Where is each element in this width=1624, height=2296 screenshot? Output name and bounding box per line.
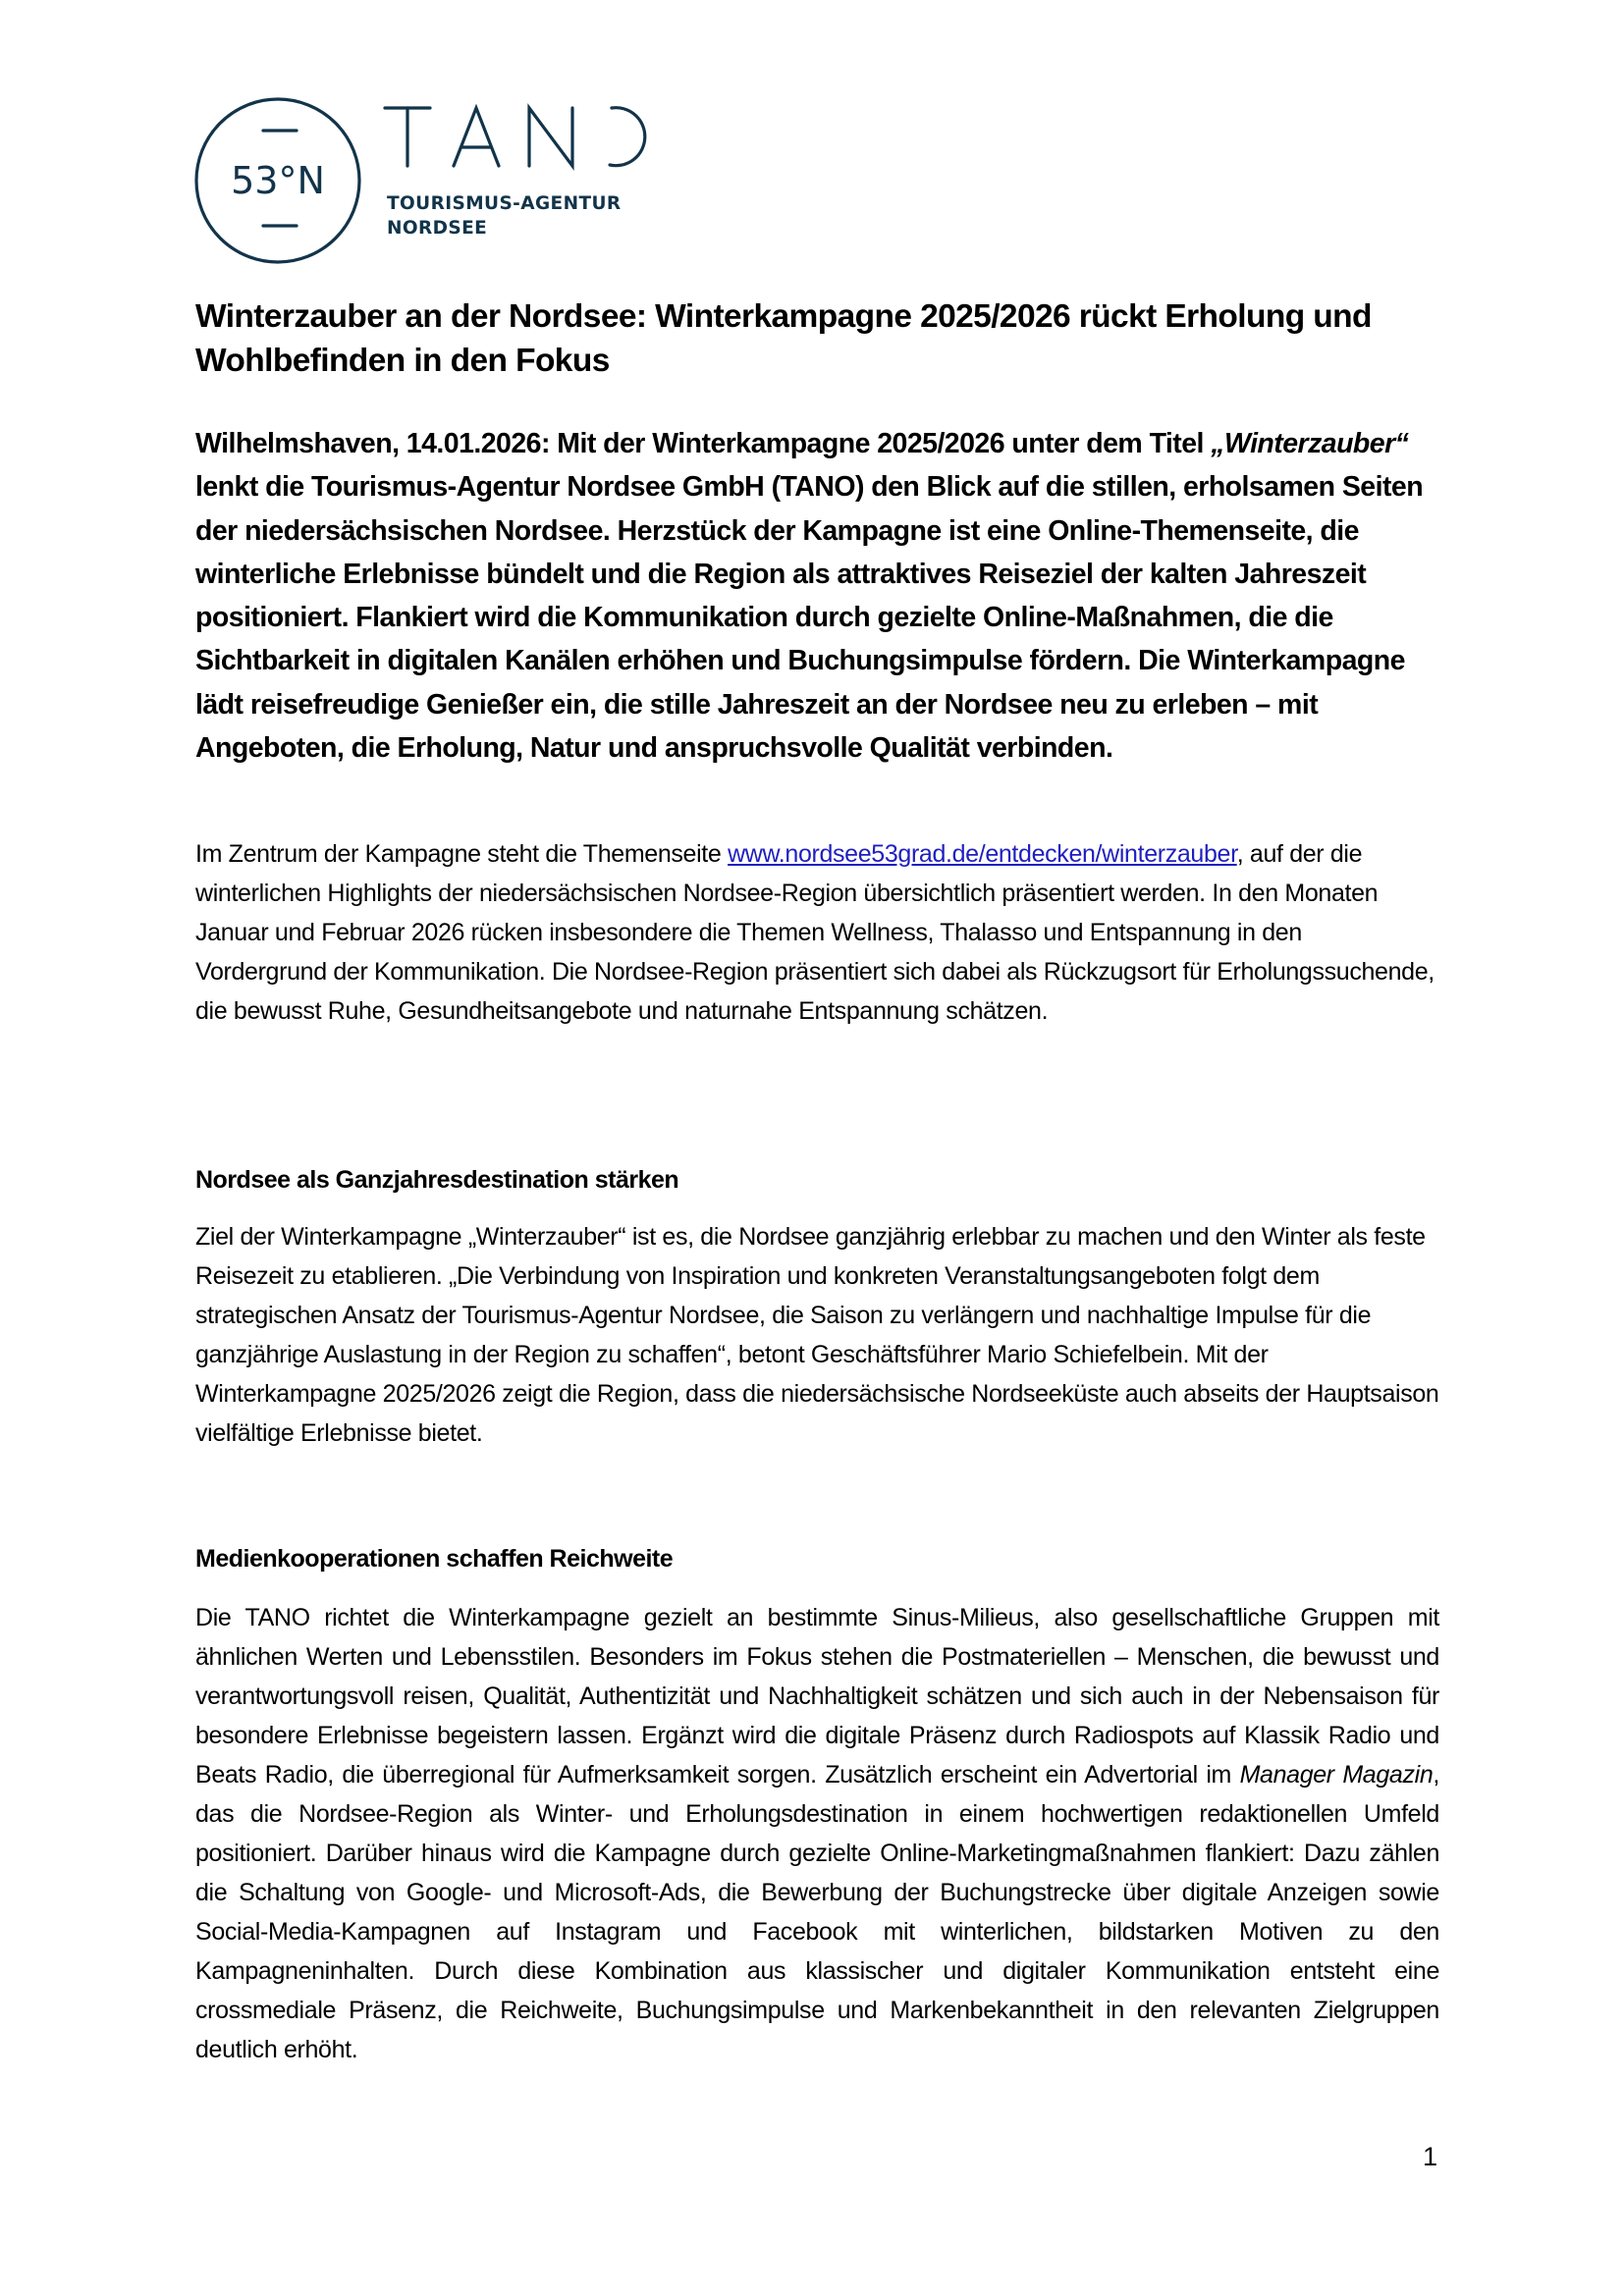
- page-number: 1: [1422, 2142, 1437, 2171]
- logo-subtitle-line2: NORDSEE: [387, 218, 488, 239]
- lead-part2: lenkt die Tourismus-Agentur Nordsee GmbH (TANO) den Blick auf die stillen, erholsamen Seiten der niedersächsischen Nordsee. Herzstück der Kampagne ist eine Online-Themenseite, die winterliche Erlebnisse bündelt und die Region als attraktives Reiseziel der kalten Jahreszeit positioniert. Flankiert wird die Kommunikation durch gezielte Online-Maßnahmen, die die Sichtbarkeit in digitalen Kanälen erhöhen und Buchungsimpulse fördern. Die Winterkampagne lädt reisefreudige Genießer ein, die stille Jahreszeit an der Nordsee neu zu erleben – mit Angeboten, die Erholung, Natur und anspruchsvolle Qualität verbinden.: [195, 471, 1424, 765]
- tano-logo-icon: [192, 96, 683, 273]
- intro-paragraph: [195, 834, 1439, 1031]
- section-heading-medienkooperationen: Medienkooperationen schaffen Reichweite: [195, 1545, 674, 1573]
- tano-logo: [192, 96, 683, 273]
- logo-subtitle-line1: TOURISMUS-AGENTUR: [387, 193, 622, 214]
- lead-part1: Wilhelmshaven, 14.01.2026: Mit der Winterkampagne 2025/2026 unter dem Titel: [195, 428, 1212, 459]
- intro-text-after-link: , auf der die winterlichen Highlights der niedersächsischen Nordsee-Region übersichtlich präsentiert werden. In den Monaten Januar und Februar 2026 rücken insbesondere die Themen Wellness, Thalasso und Entspannung in den Vordergrund der Kommunikation. Die Nordsee-Region präsentiert sich dabei als Rückzugsort für Erholungssuchende, die bewusst Ruhe, Gesundheitsangebote und naturnahe Entspannung schätzen.: [195, 840, 1435, 1025]
- manager-magazin-emphasis: Manager Magazin: [1239, 1761, 1434, 1789]
- section-paragraph-ganzjahresdestination: Ziel der Winterkampagne „Winterzauber“ ist es, die Nordsee ganzjährig erlebbar zu machen und den Winter als feste Reisezeit zu etablieren. „Die Verbindung von Inspiration und konkreten Veranstaltungsangeboten folgt dem strategischen Ansatz der Tourismus-Agentur Nordsee, die Saison zu verlängern und nachhaltige Impulse für die ganzjährige Auslastung in der Region zu schaffen“, betont Geschäftsführer Mario Schiefelbein. Mit der Winterkampagne 2025/2026 zeigt die Region, dass die niedersächsische Nordseeküste auch abseits der Hauptsaison vielfältige Erlebnisse bietet.: [195, 1223, 1439, 1447]
- lead-emphasis: „Winterzauber“: [1211, 428, 1409, 459]
- medien-text-after-em: , das die Nordsee-Region als Winter- und Erholungsdestination in einem hochwertigen redaktionellen Umfeld positioniert. Darüber hinaus wird die Kampagne durch gezielte Online-Marketingmaßnahmen flankiert: Dazu zählen die Schaltung von Google- und Microsoft-Ads, die Bewerbung der Buchungstrecke über digitale Anzeigen sowie Social-Media-Kampagnen auf Instagram und Facebook mit winterlichen, bildstarken Motiven zu den Kampagneninhalten. Durch diese Kombination aus klassischer und digitaler Kommunikation entsteht eine crossmediale Präsenz, die Reichweite, Buchungsimpulse und Markenbekanntheit in den relevanten Zielgruppen deutlich erhöht.: [195, 1761, 1439, 2063]
- section-paragraph-medienkooperationen: [195, 1598, 1439, 2069]
- winterzauber-link[interactable]: www.nordsee53grad.de/entdecken/winterzauber: [728, 840, 1237, 868]
- section-heading-ganzjahresdestination: Nordsee als Ganzjahresdestination stärken: [195, 1166, 679, 1194]
- badge-text: 53°N: [231, 159, 325, 202]
- lead-paragraph: [195, 422, 1439, 770]
- intro-text-before-link: Im Zentrum der Kampagne steht die Themenseite: [195, 840, 729, 868]
- press-release-title: Winterzauber an der Nordsee: Winterkampagne 2025/2026 rückt Erholung und Wohlbefinden in den Fokus: [195, 298, 1372, 379]
- medien-text-before-em: Die TANO richtet die Winterkampagne gezielt an bestimmte Sinus-Milieus, also gesellschaftliche Gruppen mit ähnlichen Werten und Lebensstilen. Besonders im Fokus stehen die Postmateriellen – Menschen, die bewusst und verantwortungsvoll reisen, Qualität, Authentizität und Nachhaltigkeit schätzen und sich auch in der Nebensaison für besondere Erlebnisse begeistern lassen. Ergänzt wird die digitale Präsenz durch Radiospots auf Klassik Radio und Beats Radio, die überregional für Aufmerksamkeit sorgen. Zusätzlich erscheint ein Advertorial im: [195, 1604, 1439, 1789]
